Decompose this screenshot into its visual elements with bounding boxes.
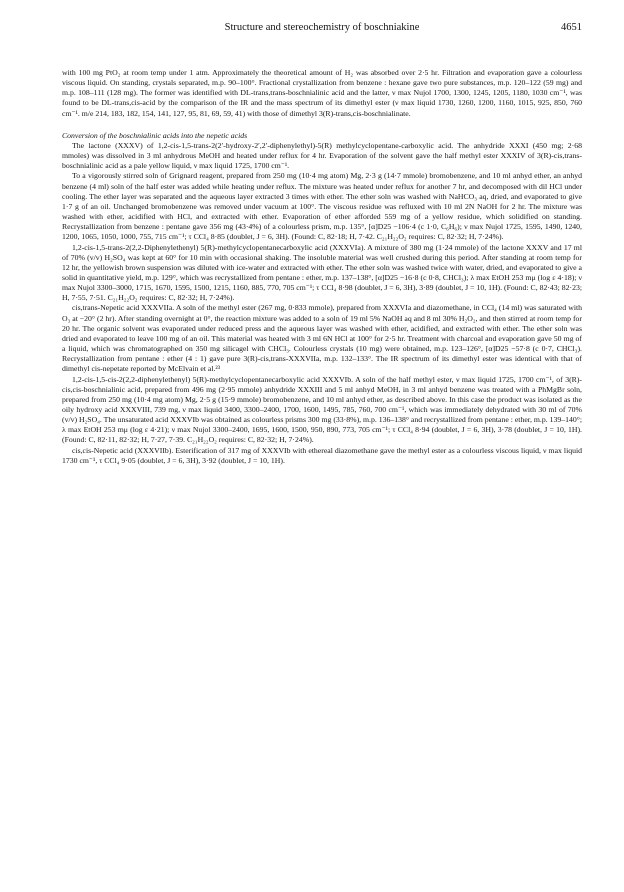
paragraph: 1,2-cis-1,5-trans-2(2,2-Diphenylethenyl) 5(R)-methylcyclopentanecarboxylic acid (XXXVIa). A mixture of 380 mg (1·24 mmole) of the lactone XXXV and 17 ml of 70% (v/v) H₂SO₄ was kept at 60° for 10 min with occasional shaking. The insoluble material was well crushed during this period. After standing at room temp for 12 hr, the yellowish brown suspension was diluted with ice-water and extracted with ether. The ether soln was washed twice with water, dried, and evaporated to give a solid in quantitative yield, m.p. 129°, which was recrystallized from pentane : ether, m.p. 137–138°, [α]D25 −16·8 (c 0·8, CHCl₃); λ max EtOH 253 mμ (log ε 4·18); ν max Nujol 3300–3000, 1715, 1670, 1595, 1500, 1215, 1160, 885, 770, 705 cm⁻¹; τ CCl₄ 8·98 (doublet, J = 6, 3H), 3·89 (doublet, J = 10, 1H). (Found: C, 82·43; 82·23; H, 7·55, 7·51. C₂₁H₂₂O₂ requires: C, 82·32; H, 7·24%). bbox=[62, 242, 582, 303]
running-title: Structure and stereochemistry of boschniakine bbox=[224, 22, 420, 33]
paragraph: cis,trans-Nepetic acid XXXVIIa. A soln of the methyl ester (267 mg, 0·833 mmole), prepared from XXXVIa and diazomethane, in CCl₄ (14 ml) was saturated with O₃ at −20° (2 hr). After standing overnight at 0°, the reaction mixture was added to a soln of 19 ml 5% NaOH aq and 8 ml 30% H₂O₂, and then stirred at room temp for 20 hr. The organic solvent was evaporated under reduced press and the aqueous layer was washed with ether, acidified, and extracted with ether. The ether soln was dried and evaporated to leave 100 mg of an oil. This material was heated with 3 ml 6N HCl at 100° for 2·5 hr. Treatment with charcoal and evaporation gave 50 mg of a liquid, which was chromatographed on 350 mg silicagel with CHCl₃. Colourless crystals (10 mg) were obtained, m.p. 123–126°, [α]D25 −57·8 (c 0·7, CHCl₃). Recrystallization from pentane : ether (4 : 1) gave pure 3(R)-cis,trans-XXXVIIa, m.p. 132–133°. The IR spectrum of its dimethyl ester was identical with that of dimethyl cis-nepetate reported by McElvain et al.²³ bbox=[62, 303, 582, 374]
section-heading: Conversion of the boschnialinic acids into the nepetic acids bbox=[62, 130, 248, 140]
paragraph: cis,cis-Nepetic acid (XXXVIIb). Esterification of 317 mg of XXXVIb with ethereal diazomethane gave the methyl ester as a colourless viscous liquid, ν max liquid 1730 cm⁻¹, τ CCl₄ 9·05 (doublet, J = 6, 3H), 3·92 (doublet, J = 10, 1H). bbox=[62, 445, 582, 465]
journal-page bbox=[62, 22, 582, 466]
paragraph: 1,2-cis-1,5-cis-2(2,2-diphenylethenyl) 5(R)-methylcyclopentanecarboxylic acid XXXVIb. A soln of the half methyl ester, ν max liquid 1725, 1700 cm⁻¹, of 3(R)-cis,cis-boschnialinic acid, prepared from 496 mg (2·95 mmole) anhydride XXXIII and 5 ml anhyd MeOH, in 3 ml anhyd benzene was treated with a PhMgBr soln, prepared from 250 mg (10·4 mg atom) Mg, 2·5 g (15·9 mmole) bromobenzene, and 10 ml anhyd ether, as described above. In this case the product was isolated as the oily hydroxy acid XXXVIII, 739 mg, ν max liquid 3400, 3300–2400, 1700, 1600, 1495, 785, 760, 700 cm⁻¹, which was immediately dehydrated with 30 ml of 70% (v/v) H₂SO₄. The unsaturated acid XXXVIb was obtained as colourless prisms 300 mg (33·8%), m.p. 136–138° and recrystallized from pentane : ether, m.p. 139–140°; λ max EtOH 253 mμ (log ε 4·21); ν max Nujol 3300–2400, 1695, 1600, 1500, 950, 890, 773, 705 cm⁻¹; τ CCl₄ 8·94 (doublet, J = 6, 3H), 3·78 (doublet, J = 10, 1H). (Found: C, 82·11, 82·32; H, 7·27, 7·39. C₂₁H₂₂O₂ requires: C, 82·32; H, 7·24%). bbox=[62, 374, 582, 445]
paragraph: To a vigorously stirred soln of Grignard reagent, prepared from 250 mg (10·4 mg atom) Mg, 2·3 g (14·7 mmole) bromobenzene, and 10 ml anhyd ether, an anhyd benzene (4 ml) soln of the half ester was added while heating under reflux. The mixture was heated under reflux for another 7 hr, and decomposed with dil HCl under cooling. The ether layer was separated and the aqueous layer extracted 3 times with ether. The ether soln was washed with NaHCO₃ aq, dried, and evaporated to give 1·7 g of an oil. Unchanged bromobenzene was removed under vacuum at 100°. The viscous residue was refluxed with 10 ml 2N NaOH for 2 hr. The mixture was washed with ether, acidified with HCl, and extracted with ether. Evaporation of ether afforded 559 mg of a yellow residue, which solidified on standing. Recrystallization from benzene : pentane gave 356 mg (43·4%) of a colourless prism, m.p. 135°, [α]D25 −106·4 (c 1·0, C₆H₆); ν max Nujol 1725, 1595, 1490, 1240, 1200, 1065, 1050, 1000, 755, 715 cm⁻¹; τ CCl₄ 8·85 (doublet, J = 6, 3H). (Found: C, 82·18; H, 7·42. C₂₁H₂₂O₂ requires: C, 82·32; H, 7·24%). bbox=[62, 171, 582, 242]
page-number: 4651 bbox=[561, 22, 582, 33]
paragraph: The lactone (XXXV) of 1,2-cis-1,5-trans-2(2′-hydroxy-2′,2′-diphenylethyl)-5(R) methylcyclopentane-carboxylic acid. The anhydride XXXI (450 mg; 2·68 mmoles) was dissolved in 3 ml anhydrous MeOH and heated under reflux for 4 hr. Evaporation of the solvent gave the half methyl ester XXXIV of 3(R)-cis,trans-boschnialinic acid as a pale yellow liquid, ν max liquid 1725, 1700 cm⁻¹. bbox=[62, 140, 582, 171]
article-body bbox=[62, 68, 582, 466]
page-header bbox=[62, 22, 582, 42]
paragraph: with 100 mg PtO₂ at room temp under 1 atm. Approximately the theoretical amount of H₂ was absorbed over 2·5 hr. Filtration and evaporation gave a colourless viscous liquid. On standing, crystals separated, m.p. 90–100°. Fractional crystallization from benzene : hexane gave two pure substances, m.p. 120–122 (59 mg) and m.p. 108–111 (128 mg). The former was identified with DL-trans,trans-boschnialinic acid and the latter, ν max Nujol 1700, 1300, 1245, 1205, 1180, 1030 cm⁻¹, was found to be DL-trans,cis-acid by the comparison of the IR and the mass spectrum of its dimethyl ester (ν max liquid 1730, 1260, 1200, 1160, 1015, 925, 850, 760 cm⁻¹. m/e 214, 183, 182, 154, 141, 127, 95, 81, 69, 59, 41) with those of dimethyl 3(R)-trans,cis-boschnialinate. bbox=[62, 68, 582, 118]
